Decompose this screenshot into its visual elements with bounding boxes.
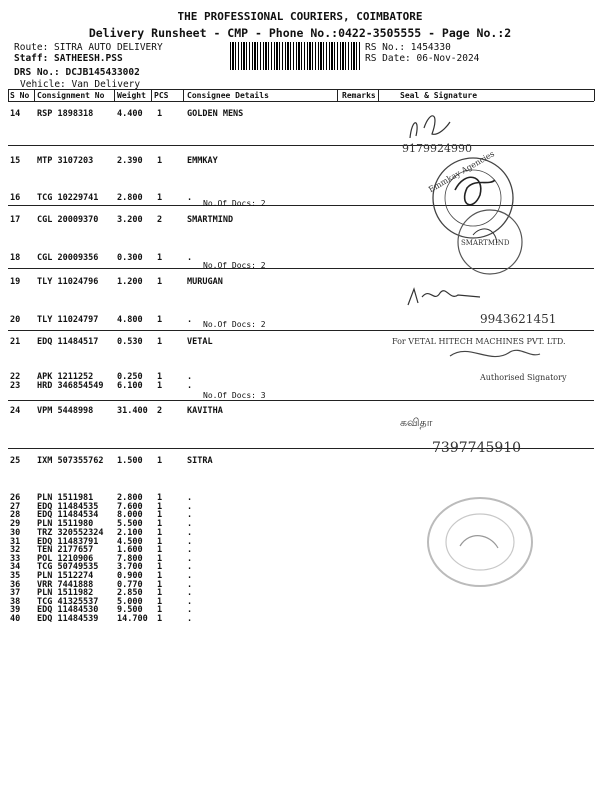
row-pcs: 1 [157,193,163,203]
row-sno: 37 [10,588,21,598]
row-sno: 22 [10,372,21,382]
company-title: THE PROFESSIONAL COURIERS, COIMBATORE [177,10,423,23]
row-pcs: 1 [157,562,163,572]
barcode [230,42,360,70]
row-consignee: . [187,571,193,581]
row-sno: 14 [10,109,21,119]
row-weight: 0.300 [117,253,143,263]
row-pcs: 2 [157,406,163,416]
vetal-stamp-line1: For VETAL HITECH MACHINES PVT. LTD. [392,337,566,346]
row-consignee: SITRA [187,456,213,466]
row-sno: 38 [10,597,21,607]
row-pcs: 1 [157,372,163,382]
row-consignment: RSP 1898318 [37,109,94,119]
row-consignee: . [187,253,193,263]
row-consignment: TCG 50749535 [37,562,99,572]
row-consignee: . [187,537,193,547]
row-consignment: EDQ 11484539 [37,614,99,624]
rs-date: RS Date: 06-Nov-2024 [365,53,480,64]
row-consignment: VRR 7441888 [37,580,94,590]
row-weight: 0.530 [117,337,143,347]
vetal-stamp-line2: Authorised Signatory [480,373,567,382]
col-border [8,89,9,101]
row-consignee: . [187,580,193,590]
kavitha-note-text: கவிதா [400,416,433,429]
row-consignment: TCG 41325537 [37,597,99,607]
row-consignment: PLN 1511981 [37,493,94,503]
row-consignment: CGL 20009356 [37,253,99,263]
row-sno: 19 [10,277,21,287]
row-consignment: MTP 3107203 [37,156,94,166]
row-consignee: . [187,493,193,503]
col-border [337,89,338,101]
row-consignee: . [187,554,193,564]
row-consignment: IXM 507355762 [37,456,104,466]
row-weight: 0.770 [117,580,143,590]
col-border [594,89,595,101]
row-consignment: HRD 346854549 [37,381,104,391]
row-weight: 2.100 [117,528,143,538]
row-consignment: TEN 2177657 [37,545,94,555]
row-sno: 25 [10,456,21,466]
row-pcs: 1 [157,253,163,263]
row-sno: 17 [10,215,21,225]
row-pcs: 1 [157,605,163,615]
row-consignee: . [187,545,193,555]
row-sno: 21 [10,337,21,347]
smartmind-stamp [445,205,535,280]
row-pcs: 1 [157,109,163,119]
row-pcs: 1 [157,554,163,564]
runsheet-subtitle: Delivery Runsheet - CMP - Phone No.:0422-3505555 - Page No.:2 [88,26,512,40]
row-consignee: GOLDEN MENS [187,109,244,119]
row-sno: 26 [10,493,21,503]
row-weight: 4.500 [117,537,143,547]
row-weight: 3.200 [117,215,143,225]
row-consignment: APK 1211252 [37,372,94,382]
emmkay-stamp-text: Emmkay Agencies [427,149,496,195]
col-header-weight: Weight [117,91,146,100]
row-consignment: POL 1210906 [37,554,94,564]
col-header-sno: S No [10,91,30,100]
row-weight: 7.800 [117,554,143,564]
row-consignee: . [187,528,193,538]
row-consignee: . [187,372,193,382]
row-pcs: 1 [157,545,163,555]
col-border [114,89,115,101]
row-pcs: 1 [157,315,163,325]
row-weight: 4.800 [117,315,143,325]
row-consignee: . [187,502,193,512]
row-pcs: 1 [157,277,163,287]
row-weight: 6.100 [117,381,143,391]
row-consignment: PLN 1512274 [37,571,94,581]
row-weight: 5.000 [117,597,143,607]
row-pcs: 1 [157,381,163,391]
row-weight: 1.600 [117,545,143,555]
row-sno: 23 [10,381,21,391]
row-consignee: MURUGAN [187,277,223,287]
row-pcs: 1 [157,456,163,466]
row-consignee: . [187,315,193,325]
row-pcs: 1 [157,580,163,590]
row-sno: 16 [10,193,21,203]
col-header-remarks: Remarks [342,91,376,100]
row-consignee: . [187,605,193,615]
smartmind-stamp-text: SMARTMIND [461,239,510,247]
row-sno: 28 [10,510,21,520]
docs-note: No.Of Docs: 3 [203,391,266,400]
row-weight: 5.500 [117,519,143,529]
row-sno: 35 [10,571,21,581]
row-consignee: . [187,510,193,520]
row-sno: 31 [10,537,21,547]
row-sno: 33 [10,554,21,564]
row-weight: 7.600 [117,502,143,512]
row-weight: 2.390 [117,156,143,166]
row-sno: 29 [10,519,21,529]
row-pcs: 1 [157,588,163,598]
col-border [151,89,152,101]
row-consignment: PLN 1511980 [37,519,94,529]
row-pcs: 1 [157,510,163,520]
row-weight: 4.400 [117,109,143,119]
row-pcs: 1 [157,571,163,581]
row-weight: 8.000 [117,510,143,520]
col-border [378,89,379,101]
row-sno: 27 [10,502,21,512]
row-consignment: EDQ 11483791 [37,537,99,547]
row-consignee: . [187,193,193,203]
row-weight: 1.500 [117,456,143,466]
row-weight: 0.250 [117,372,143,382]
row-pcs: 1 [157,614,163,624]
col-header-consignment: Consignment No [37,91,105,100]
staff: Staff: SATHEESH.PSS [14,53,123,64]
row-sno: 15 [10,156,21,166]
row-consignment: TRZ 320552324 [37,528,104,538]
row-sno: 40 [10,614,21,624]
row-consignee: . [187,597,193,607]
row-pcs: 1 [157,493,163,503]
row-consignee: SMARTMIND [187,215,234,225]
row-sno: 24 [10,406,21,416]
row-weight: 2.850 [117,588,143,598]
row-pcs: 2 [157,215,163,225]
row-pcs: 1 [157,502,163,512]
row-consignment: CGL 20009370 [37,215,99,225]
row-sno: 30 [10,528,21,538]
row-pcs: 1 [157,519,163,529]
route: Route: SITRA AUTO DELIVERY [14,42,163,53]
row-consignee: . [187,614,193,624]
row-sno: 36 [10,580,21,590]
row-sno: 20 [10,315,21,325]
sitra-seal [420,490,550,600]
row-weight: 2.800 [117,493,143,503]
row-weight: 1.200 [117,277,143,287]
row-consignee: . [187,562,193,572]
row-weight: 14.700 [117,614,148,624]
row-consignment: VPM 5448998 [37,406,94,416]
col-header-seal: Seal & Signature [400,91,478,100]
table-header-border [8,101,594,102]
table-top-border [8,89,594,90]
row-sno: 34 [10,562,21,572]
col-border [183,89,184,101]
row-pcs: 1 [157,528,163,538]
row-pcs: 1 [157,156,163,166]
docs-note: No.Of Docs: 2 [203,320,266,329]
phone-note: 9943621451 [480,312,557,326]
row-pcs: 1 [157,537,163,547]
row-consignment: EDQ 11484535 [37,502,99,512]
row-consignee: VETAL [187,337,213,347]
phone-note: 7397745910 [432,440,522,456]
col-border [34,89,35,101]
row-weight: 0.900 [117,571,143,581]
row-consignment: EDQ 11484530 [37,605,99,615]
row-consignment: EDQ 11484517 [37,337,99,347]
signature-murugan [400,283,590,333]
vehicle: Vehicle: Van Delivery [20,79,141,90]
row-consignment: PLN 1511982 [37,588,94,598]
row-consignee: KAVITHA [187,406,223,416]
phone-note: 9179924990 [402,142,472,155]
vetal-stamp [380,332,595,390]
rs-number: RS No.: 1454330 [365,42,451,53]
row-pcs: 1 [157,597,163,607]
row-consignee: . [187,519,193,529]
row-pcs: 1 [157,337,163,347]
row-consignment: TLY 11024797 [37,315,99,325]
col-header-pcs: PCS [154,91,169,100]
row-weight: 31.400 [117,406,148,416]
row-weight: 2.800 [117,193,143,203]
row-consignment: EDQ 11484534 [37,510,99,520]
row-consignment: TCG 10229741 [37,193,99,203]
row-divider [8,400,594,401]
row-consignee: EMMKAY [187,156,218,166]
row-consignment: TLY 11024796 [37,277,99,287]
row-weight: 9.500 [117,605,143,615]
row-consignee: . [187,588,193,598]
row-weight: 3.700 [117,562,143,572]
drs-number: DRS No.: DCJB145433002 [14,67,140,78]
docs-note: No.Of Docs: 2 [203,261,266,270]
col-header-consignee: Consignee Details [187,91,269,100]
docs-note: No.Of Docs: 2 [203,199,266,208]
row-consignee: . [187,381,193,391]
kavitha-note [400,412,590,462]
row-sno: 39 [10,605,21,615]
row-sno: 18 [10,253,21,263]
row-sno: 32 [10,545,21,555]
